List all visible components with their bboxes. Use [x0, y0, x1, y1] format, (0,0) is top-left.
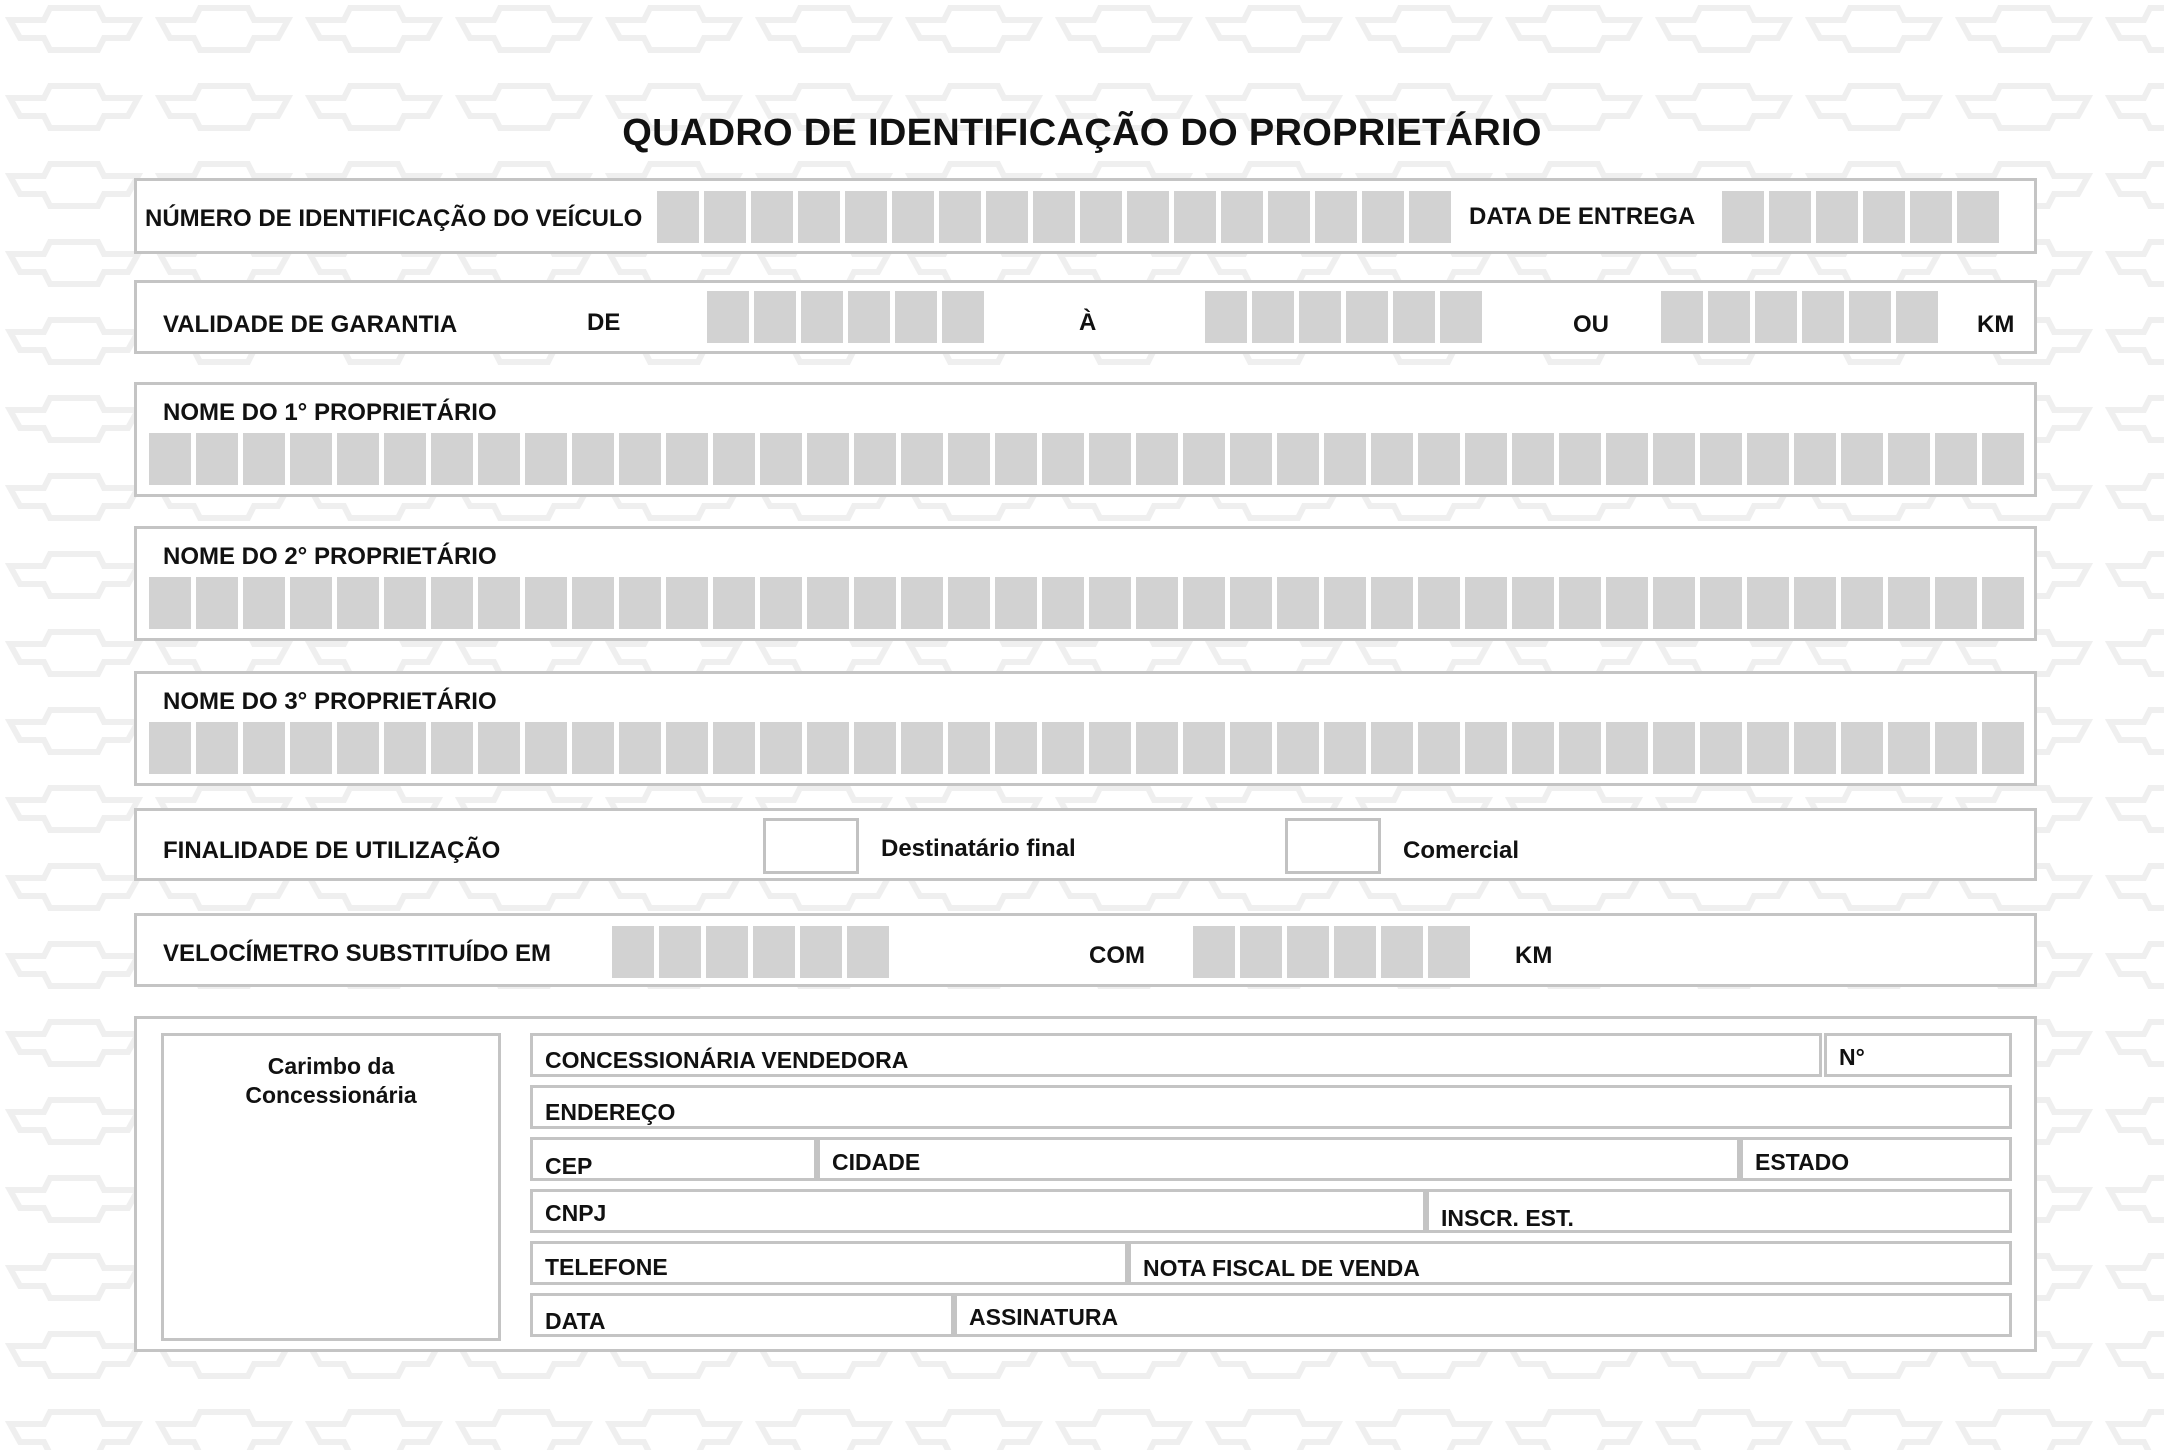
- character-cell[interactable]: [196, 722, 238, 774]
- character-cell[interactable]: [666, 577, 708, 629]
- invoice-field[interactable]: [1128, 1241, 2012, 1285]
- character-cell[interactable]: [1205, 291, 1247, 343]
- character-cell[interactable]: [760, 433, 802, 485]
- character-cell[interactable]: [1606, 433, 1648, 485]
- character-cell[interactable]: [1418, 577, 1460, 629]
- character-cell[interactable]: [612, 926, 654, 978]
- character-cell[interactable]: [854, 577, 896, 629]
- character-cell[interactable]: [1910, 191, 1952, 243]
- seller-dealer-label: CONCESSIONÁRIA VENDEDORA: [545, 1047, 909, 1073]
- character-cell[interactable]: [901, 433, 943, 485]
- character-cell[interactable]: [1794, 433, 1836, 485]
- character-cell[interactable]: [619, 722, 661, 774]
- warranty-to-label: À: [1079, 309, 1097, 336]
- form-title: QUADRO DE IDENTIFICAÇÃO DO PROPRIETÁRIO: [622, 112, 1542, 154]
- character-cell[interactable]: [1982, 722, 2024, 774]
- character-cell[interactable]: [1324, 722, 1366, 774]
- character-cell[interactable]: [807, 577, 849, 629]
- warranty-to-cells[interactable]: [1205, 291, 1482, 343]
- character-cell[interactable]: [1418, 722, 1460, 774]
- character-cell[interactable]: [1841, 722, 1883, 774]
- character-cell[interactable]: [1700, 577, 1742, 629]
- character-cell[interactable]: [1230, 433, 1272, 485]
- character-cell[interactable]: [892, 191, 934, 243]
- character-cell[interactable]: [1863, 191, 1905, 243]
- owner-1-label: NOME DO 1° PROPRIETÁRIO: [163, 399, 497, 426]
- character-cell[interactable]: [1418, 433, 1460, 485]
- character-cell[interactable]: [845, 191, 887, 243]
- character-cell[interactable]: [1440, 291, 1482, 343]
- character-cell[interactable]: [707, 291, 749, 343]
- character-cell[interactable]: [1841, 433, 1883, 485]
- owner-2-cells[interactable]: [149, 577, 2024, 629]
- owner-3-section: [134, 671, 2037, 786]
- character-cell[interactable]: [1512, 577, 1554, 629]
- character-cell[interactable]: [1888, 433, 1930, 485]
- character-cell[interactable]: [431, 433, 473, 485]
- character-cell[interactable]: [948, 577, 990, 629]
- character-cell[interactable]: [196, 433, 238, 485]
- character-cell[interactable]: [1221, 191, 1263, 243]
- character-cell[interactable]: [478, 722, 520, 774]
- character-cell[interactable]: [1324, 433, 1366, 485]
- character-cell[interactable]: [713, 577, 755, 629]
- character-cell[interactable]: [1033, 191, 1075, 243]
- character-cell[interactable]: [243, 577, 285, 629]
- character-cell[interactable]: [1769, 191, 1811, 243]
- character-cell[interactable]: [942, 291, 984, 343]
- character-cell[interactable]: [1371, 722, 1413, 774]
- character-cell[interactable]: [1802, 291, 1844, 343]
- character-cell[interactable]: [1722, 191, 1764, 243]
- character-cell[interactable]: [939, 191, 981, 243]
- speedometer-section: [134, 913, 2037, 987]
- character-cell[interactable]: [1381, 926, 1423, 978]
- owner-2-label: NOME DO 2° PROPRIETÁRIO: [163, 543, 497, 570]
- character-cell[interactable]: [149, 722, 191, 774]
- character-cell[interactable]: [619, 577, 661, 629]
- character-cell[interactable]: [384, 577, 426, 629]
- character-cell[interactable]: [290, 433, 332, 485]
- character-cell[interactable]: [1849, 291, 1891, 343]
- character-cell[interactable]: [572, 722, 614, 774]
- delivery-date-cells[interactable]: [1722, 191, 1999, 243]
- character-cell[interactable]: [847, 926, 889, 978]
- character-cell[interactable]: [149, 433, 191, 485]
- character-cell[interactable]: [895, 291, 937, 343]
- character-cell[interactable]: [1661, 291, 1703, 343]
- dealer-stamp-area[interactable]: [161, 1033, 501, 1341]
- character-cell[interactable]: [666, 433, 708, 485]
- character-cell[interactable]: [1512, 433, 1554, 485]
- character-cell[interactable]: [1277, 722, 1319, 774]
- character-cell[interactable]: [619, 433, 661, 485]
- character-cell[interactable]: [1324, 577, 1366, 629]
- character-cell[interactable]: [1982, 577, 2024, 629]
- commercial-checkbox[interactable]: [1285, 818, 1381, 874]
- character-cell[interactable]: [1653, 577, 1695, 629]
- character-cell[interactable]: [478, 433, 520, 485]
- character-cell[interactable]: [1794, 722, 1836, 774]
- character-cell[interactable]: [901, 722, 943, 774]
- character-cell[interactable]: [1287, 926, 1329, 978]
- character-cell[interactable]: [1559, 577, 1601, 629]
- character-cell[interactable]: [1747, 433, 1789, 485]
- character-cell[interactable]: [1230, 577, 1272, 629]
- owner-1-section: [134, 382, 2037, 497]
- character-cell[interactable]: [995, 722, 1037, 774]
- commercial-label: Comercial: [1403, 837, 1520, 864]
- owner-1-cells[interactable]: [149, 433, 2024, 485]
- warranty-from-label: DE: [587, 309, 621, 336]
- character-cell[interactable]: [525, 722, 567, 774]
- character-cell[interactable]: [1700, 433, 1742, 485]
- character-cell[interactable]: [1136, 577, 1178, 629]
- character-cell[interactable]: [1183, 433, 1225, 485]
- character-cell[interactable]: [995, 433, 1037, 485]
- character-cell[interactable]: [1042, 722, 1084, 774]
- character-cell[interactable]: [1935, 433, 1977, 485]
- character-cell[interactable]: [1606, 722, 1648, 774]
- character-cell[interactable]: [1277, 433, 1319, 485]
- character-cell[interactable]: [1174, 191, 1216, 243]
- character-cell[interactable]: [1230, 722, 1272, 774]
- character-cell[interactable]: [948, 722, 990, 774]
- seller-dealer-field[interactable]: [530, 1033, 1822, 1077]
- character-cell[interactable]: [754, 291, 796, 343]
- stamp-label-line2: Concessionária: [245, 1082, 417, 1108]
- date-field[interactable]: [530, 1293, 954, 1337]
- character-cell[interactable]: [986, 191, 1028, 243]
- character-cell[interactable]: [1089, 722, 1131, 774]
- character-cell[interactable]: [431, 577, 473, 629]
- character-cell[interactable]: [1747, 577, 1789, 629]
- cep-field[interactable]: [530, 1137, 817, 1181]
- date-label: DATA: [545, 1308, 606, 1334]
- character-cell[interactable]: [1334, 926, 1376, 978]
- character-cell[interactable]: [1080, 191, 1122, 243]
- signature-label: ASSINATURA: [969, 1304, 1119, 1330]
- character-cell[interactable]: [1935, 577, 1977, 629]
- character-cell[interactable]: [1268, 191, 1310, 243]
- character-cell[interactable]: [290, 722, 332, 774]
- character-cell[interactable]: [337, 577, 379, 629]
- character-cell[interactable]: [243, 433, 285, 485]
- character-cell[interactable]: [659, 926, 701, 978]
- character-cell[interactable]: [572, 433, 614, 485]
- character-cell[interactable]: [1755, 291, 1797, 343]
- character-cell[interactable]: [1183, 722, 1225, 774]
- warranty-km-label: KM: [1977, 311, 2015, 338]
- character-cell[interactable]: [1896, 291, 1938, 343]
- character-cell[interactable]: [1136, 722, 1178, 774]
- character-cell[interactable]: [1371, 433, 1413, 485]
- character-cell[interactable]: [1252, 291, 1294, 343]
- speedometer-km-cells[interactable]: [1193, 926, 1470, 978]
- character-cell[interactable]: [1362, 191, 1404, 243]
- character-cell[interactable]: [1841, 577, 1883, 629]
- speedometer-with-label: COM: [1089, 942, 1145, 969]
- character-cell[interactable]: [1393, 291, 1435, 343]
- character-cell[interactable]: [753, 926, 795, 978]
- state-field[interactable]: [1740, 1137, 2012, 1181]
- character-cell[interactable]: [1957, 191, 1999, 243]
- character-cell[interactable]: [1559, 433, 1601, 485]
- character-cell[interactable]: [525, 577, 567, 629]
- character-cell[interactable]: [1183, 577, 1225, 629]
- character-cell[interactable]: [1465, 577, 1507, 629]
- character-cell[interactable]: [1127, 191, 1169, 243]
- character-cell[interactable]: [1465, 433, 1507, 485]
- character-cell[interactable]: [431, 722, 473, 774]
- phone-label: TELEFONE: [545, 1254, 668, 1280]
- signature-field[interactable]: [954, 1293, 2012, 1337]
- character-cell[interactable]: [706, 926, 748, 978]
- character-cell[interactable]: [1653, 433, 1695, 485]
- vin-cells[interactable]: [657, 191, 1451, 243]
- character-cell[interactable]: [1653, 722, 1695, 774]
- character-cell[interactable]: [751, 191, 793, 243]
- phone-field[interactable]: [530, 1241, 1128, 1285]
- state-registration-label: INSCR. EST.: [1441, 1205, 1574, 1231]
- character-cell[interactable]: [657, 191, 699, 243]
- usage-section: [134, 808, 2037, 881]
- character-cell[interactable]: [1371, 577, 1413, 629]
- character-cell[interactable]: [760, 577, 802, 629]
- character-cell[interactable]: [848, 291, 890, 343]
- character-cell[interactable]: [854, 722, 896, 774]
- character-cell[interactable]: [1136, 433, 1178, 485]
- character-cell[interactable]: [196, 577, 238, 629]
- character-cell[interactable]: [1465, 722, 1507, 774]
- character-cell[interactable]: [149, 577, 191, 629]
- city-field[interactable]: [817, 1137, 1740, 1181]
- character-cell[interactable]: [1193, 926, 1235, 978]
- character-cell[interactable]: [1299, 291, 1341, 343]
- final-recipient-checkbox[interactable]: [763, 818, 859, 874]
- character-cell[interactable]: [713, 433, 755, 485]
- invoice-label: NOTA FISCAL DE VENDA: [1143, 1255, 1420, 1281]
- character-cell[interactable]: [760, 722, 802, 774]
- warranty-section: [134, 280, 2037, 354]
- vin-label: NÚMERO DE IDENTIFICAÇÃO DO VEÍCULO: [145, 205, 643, 232]
- character-cell[interactable]: [666, 722, 708, 774]
- character-cell[interactable]: [704, 191, 746, 243]
- speedometer-label: VELOCÍMETRO SUBSTITUÍDO EM: [163, 940, 552, 967]
- character-cell[interactable]: [1428, 926, 1470, 978]
- owner-3-label: NOME DO 3° PROPRIETÁRIO: [163, 688, 497, 715]
- character-cell[interactable]: [807, 722, 849, 774]
- character-cell[interactable]: [1982, 433, 2024, 485]
- character-cell[interactable]: [798, 191, 840, 243]
- character-cell[interactable]: [948, 433, 990, 485]
- final-recipient-label: Destinatário final: [881, 835, 1076, 862]
- delivery-date-label: DATA DE ENTREGA: [1469, 203, 1696, 230]
- cnpj-field[interactable]: [530, 1189, 1426, 1233]
- character-cell[interactable]: [1606, 577, 1648, 629]
- character-cell[interactable]: [1089, 433, 1131, 485]
- character-cell[interactable]: [854, 433, 896, 485]
- character-cell[interactable]: [800, 926, 842, 978]
- address-field[interactable]: [530, 1085, 2012, 1129]
- character-cell[interactable]: [525, 433, 567, 485]
- character-cell[interactable]: [1888, 577, 1930, 629]
- character-cell[interactable]: [807, 433, 849, 485]
- character-cell[interactable]: [1042, 433, 1084, 485]
- character-cell[interactable]: [337, 433, 379, 485]
- character-cell[interactable]: [384, 722, 426, 774]
- character-cell[interactable]: [1277, 577, 1319, 629]
- cep-label: CEP: [545, 1153, 593, 1179]
- warranty-label: VALIDADE DE GARANTIA: [163, 311, 458, 338]
- character-cell[interactable]: [1816, 191, 1858, 243]
- character-cell[interactable]: [801, 291, 843, 343]
- character-cell[interactable]: [713, 722, 755, 774]
- character-cell[interactable]: [1747, 722, 1789, 774]
- state-label: ESTADO: [1755, 1149, 1850, 1175]
- state-registration-field[interactable]: [1426, 1189, 2012, 1233]
- speedometer-km-label: KM: [1515, 942, 1553, 969]
- owner-2-section: [134, 526, 2037, 641]
- character-cell[interactable]: [1042, 577, 1084, 629]
- character-cell[interactable]: [1700, 722, 1742, 774]
- character-cell[interactable]: [1794, 577, 1836, 629]
- dealer-number-label: N°: [1839, 1044, 1865, 1070]
- character-cell[interactable]: [1089, 577, 1131, 629]
- character-cell[interactable]: [1346, 291, 1388, 343]
- character-cell[interactable]: [1708, 291, 1750, 343]
- warranty-km-cells[interactable]: [1661, 291, 1938, 343]
- vin-section: [134, 178, 2037, 254]
- dealer-section: [134, 1016, 2037, 1352]
- character-cell[interactable]: [995, 577, 1037, 629]
- character-cell[interactable]: [572, 577, 614, 629]
- address-label: ENDEREÇO: [545, 1099, 676, 1125]
- character-cell[interactable]: [290, 577, 332, 629]
- character-cell[interactable]: [478, 577, 520, 629]
- warranty-from-cells[interactable]: [707, 291, 984, 343]
- character-cell[interactable]: [1935, 722, 1977, 774]
- character-cell[interactable]: [1240, 926, 1282, 978]
- warranty-or-label: OU: [1573, 311, 1609, 338]
- owner-3-cells[interactable]: [149, 722, 2024, 774]
- character-cell[interactable]: [337, 722, 379, 774]
- character-cell[interactable]: [1315, 191, 1357, 243]
- character-cell[interactable]: [384, 433, 426, 485]
- character-cell[interactable]: [901, 577, 943, 629]
- character-cell[interactable]: [1512, 722, 1554, 774]
- speedometer-date-cells[interactable]: [612, 926, 889, 978]
- stamp-label-line1: Carimbo da: [267, 1053, 395, 1079]
- usage-label: FINALIDADE DE UTILIZAÇÃO: [163, 837, 501, 864]
- character-cell[interactable]: [1888, 722, 1930, 774]
- character-cell[interactable]: [1559, 722, 1601, 774]
- dealer-number-field[interactable]: [1824, 1033, 2012, 1077]
- character-cell[interactable]: [1409, 191, 1451, 243]
- city-label: CIDADE: [832, 1149, 921, 1175]
- character-cell[interactable]: [243, 722, 285, 774]
- cnpj-label: CNPJ: [545, 1200, 607, 1226]
